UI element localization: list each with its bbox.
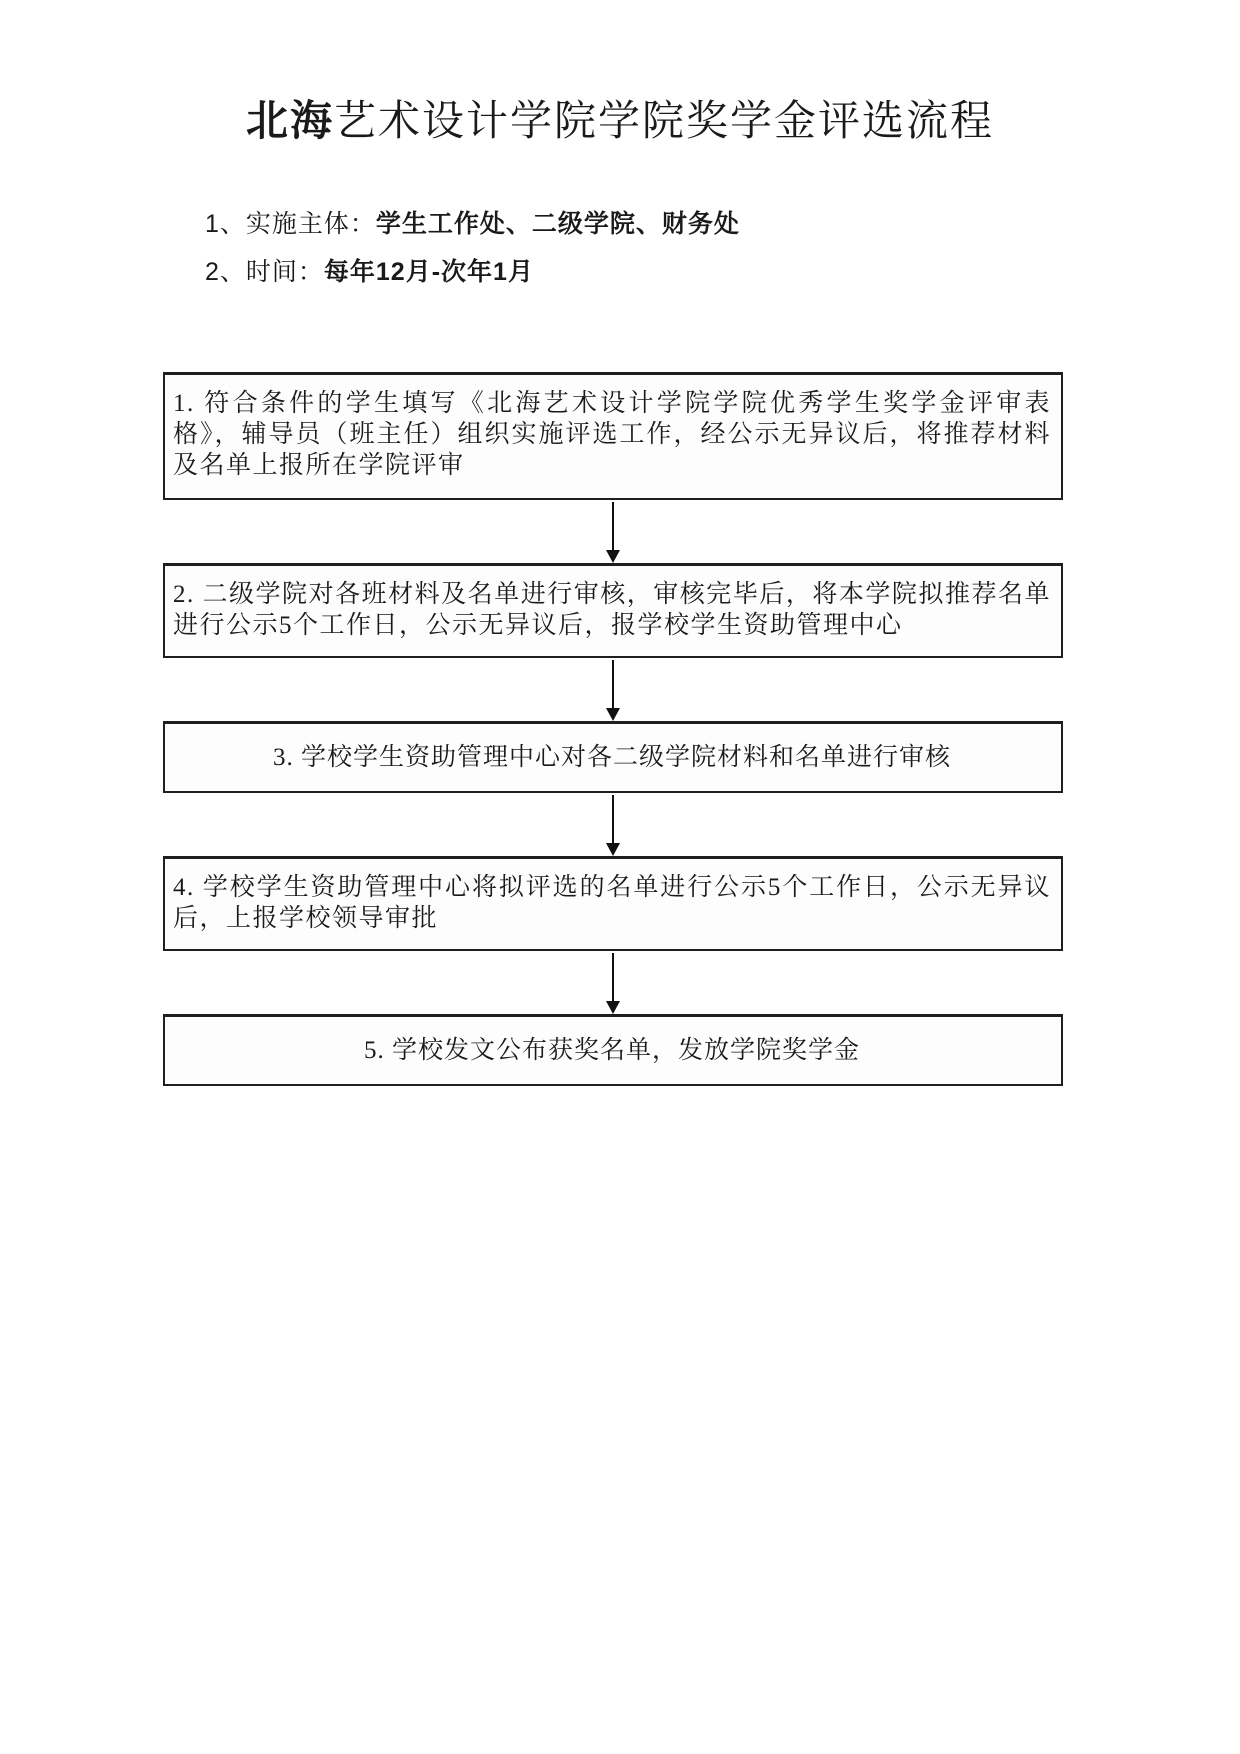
meta-item-subject: [205, 209, 1240, 239]
arrow-shaft: [612, 795, 614, 843]
meta-item-time: [205, 257, 1240, 287]
meta-list: [205, 209, 1240, 287]
meta-item-time-label: 2、时间：: [205, 258, 324, 287]
arrow-down-icon: [606, 843, 620, 856]
flow-step-4-box: [163, 856, 1063, 951]
flow-step-5-text: 5. 学校发文公布获奖名单，发放学院奖学金: [363, 1037, 860, 1064]
arrow-down-icon: [606, 550, 620, 563]
arrow-shaft: [612, 953, 614, 1001]
flow-arrow-3: [606, 793, 620, 856]
flow-arrow-2: [606, 658, 620, 721]
arrow-down-icon: [606, 708, 620, 721]
flow-step-1-text: 1. 符合条件的学生填写《北海艺术设计学院学院优秀学生奖学金评审表格》，辅导员（班主任）组织实施评选工作，经公示无异议后，将推荐材料及名单上报所在学院评审: [173, 390, 1051, 479]
flow-step-2-text: 2. 二级学院对各班材料及名单进行审核，审核完毕后，将本学院拟推荐名单进行公示5个工作日，公示无异议后，报学校学生资助管理中心: [173, 581, 1051, 639]
flowchart: [163, 372, 1063, 1086]
flow-step-4-text: 4. 学校学生资助管理中心将拟评选的名单进行公示5个工作日，公示无异议后，上报学校领导审批: [173, 874, 1051, 932]
flow-arrow-4: [606, 951, 620, 1014]
flow-step-2-box: [163, 563, 1063, 658]
arrow-down-icon: [606, 1001, 620, 1014]
meta-item-subject-value: 学生工作处、二级学院、财务处: [375, 210, 740, 239]
meta-item-subject-label: 1、实施主体：: [205, 210, 376, 239]
arrow-shaft: [612, 660, 614, 708]
flow-arrow-1: [606, 500, 620, 563]
page-title-rest: 艺术设计学院学院奖学金评选流程: [334, 99, 995, 145]
meta-item-time-value: 每年12月-次年1月: [323, 258, 534, 287]
flow-step-3-text: 3. 学校学生资助管理中心对各二级学院材料和名单进行审核: [272, 744, 951, 771]
arrow-shaft: [612, 502, 614, 550]
page-title-prefix: 北海: [245, 97, 334, 144]
flow-step-5-box: [163, 1014, 1063, 1086]
flow-step-1-box: [163, 372, 1063, 500]
page-title: [0, 0, 1240, 147]
flow-step-3-box: [163, 721, 1063, 793]
